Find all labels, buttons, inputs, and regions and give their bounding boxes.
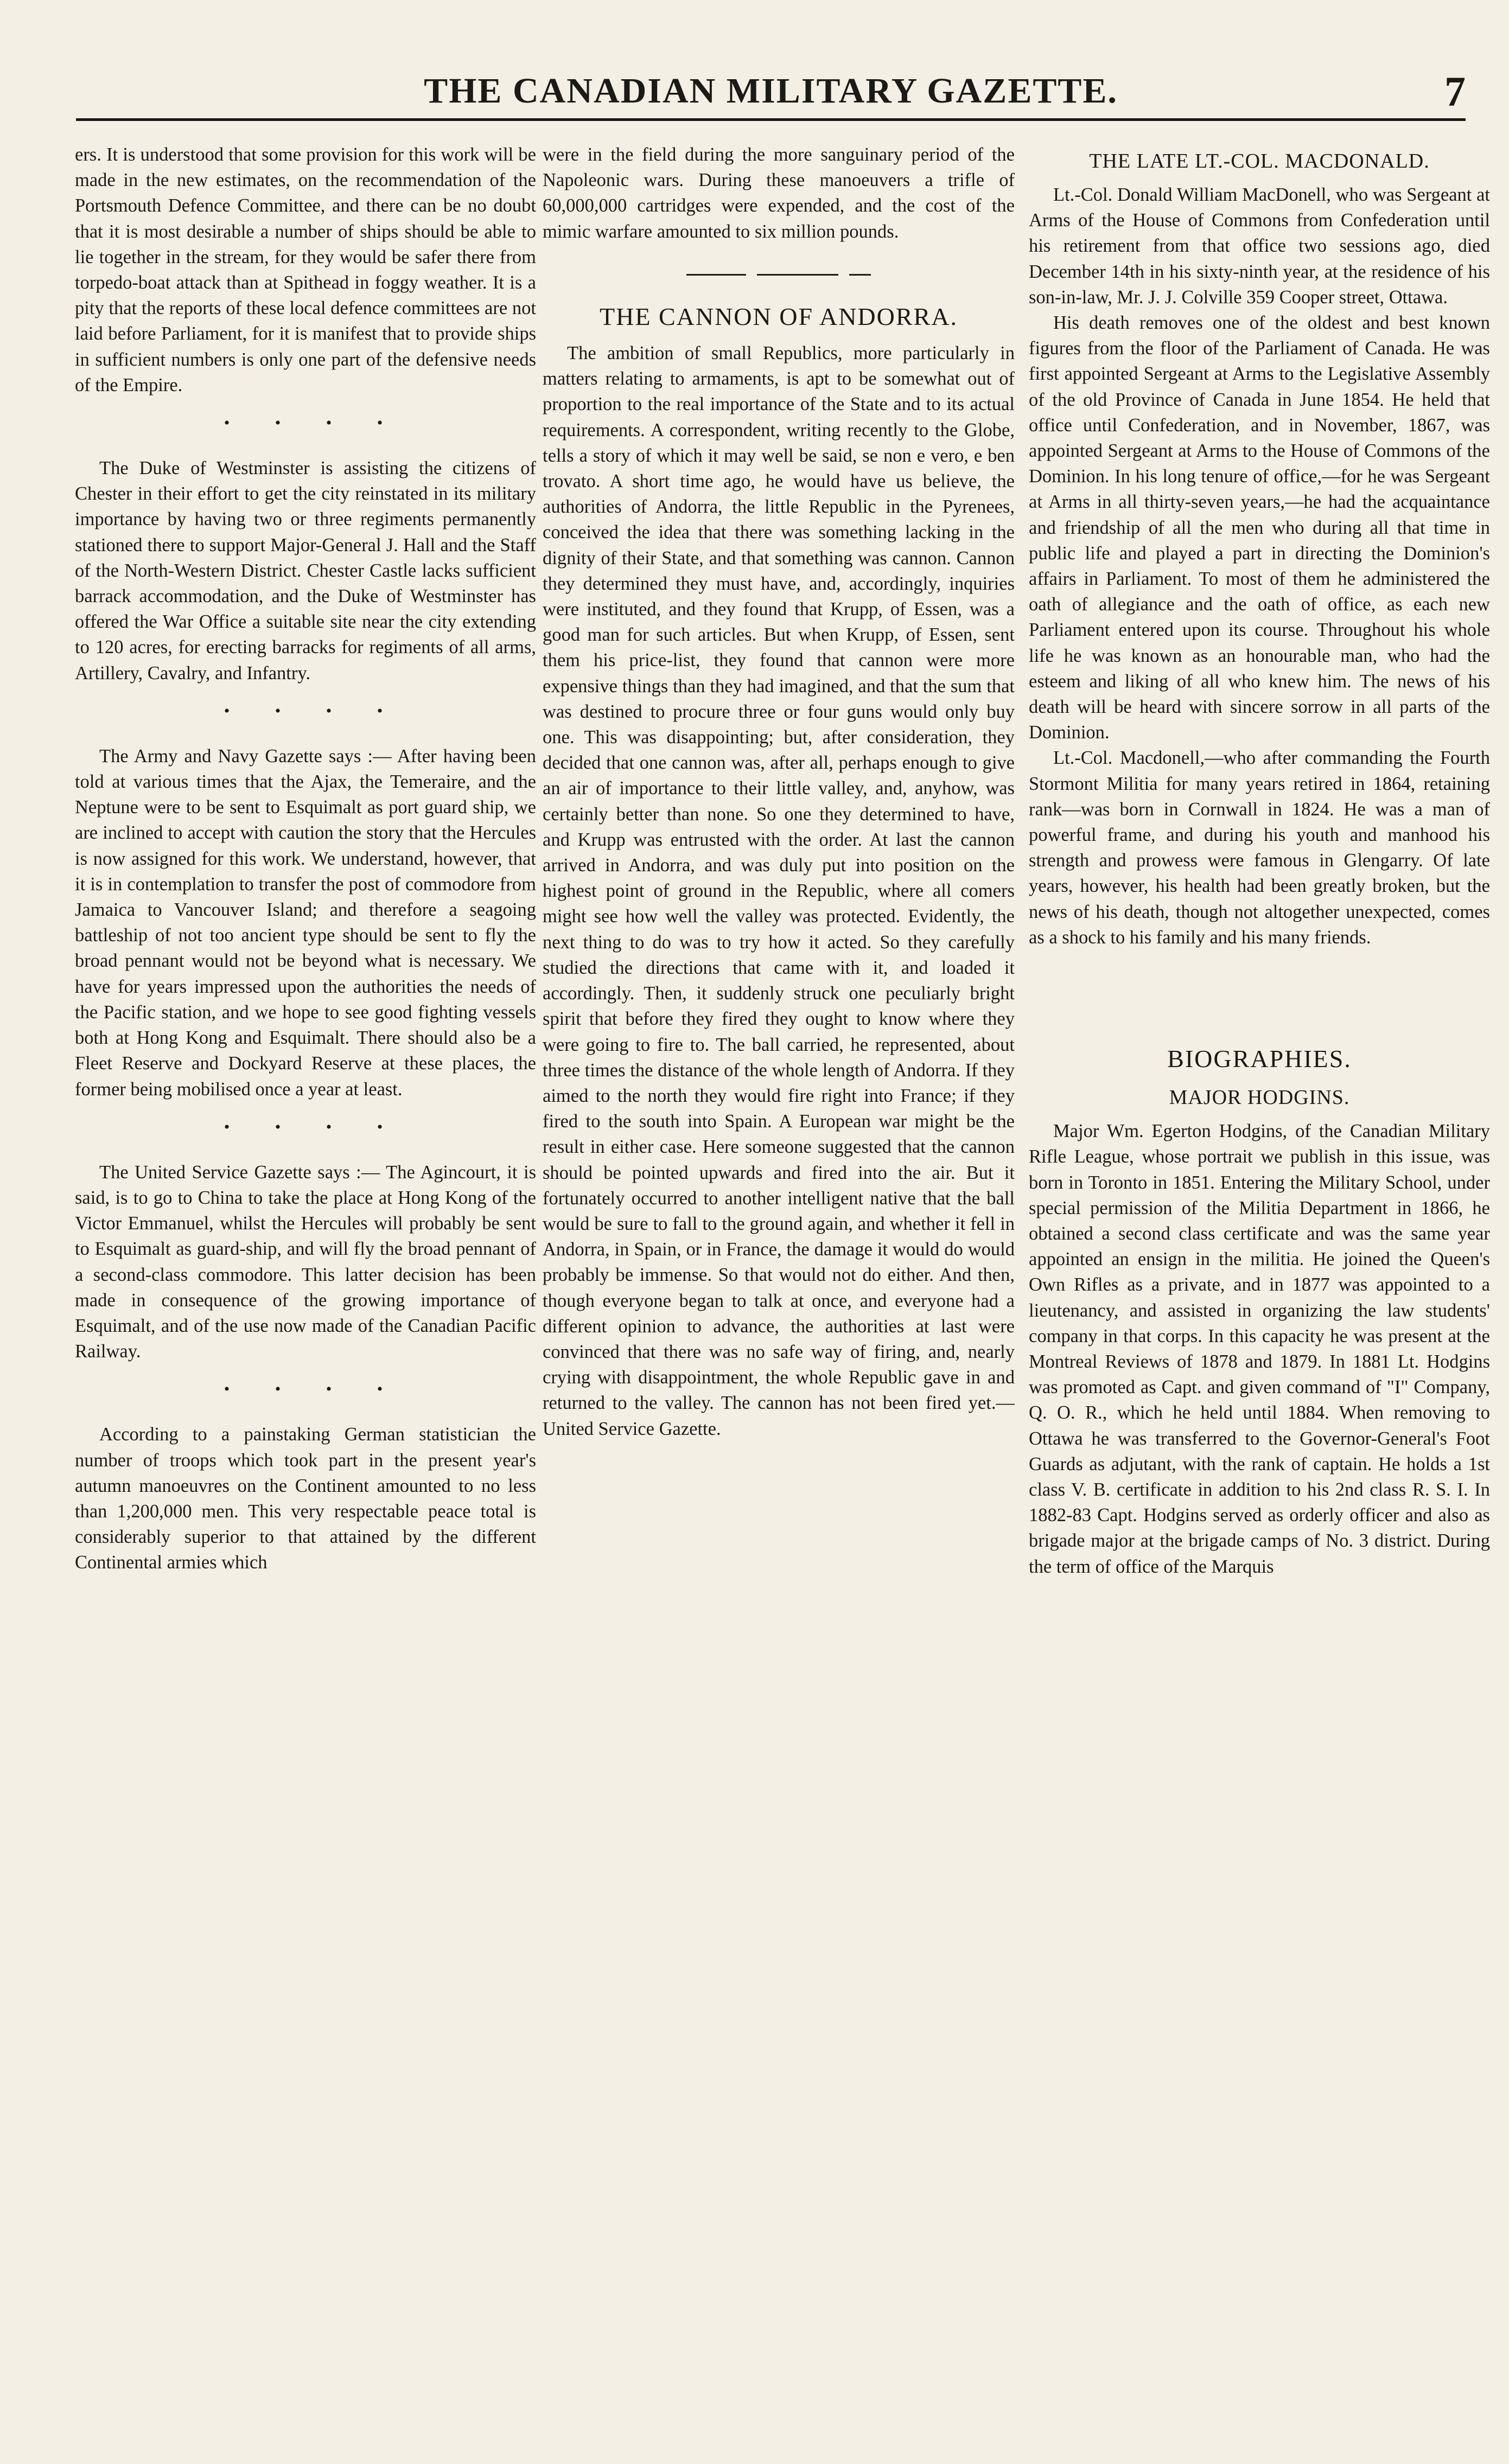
article-heading: THE LATE LT.-COL. MACDONALD. [1089, 150, 1430, 173]
article-paragraph: ers. It is understood that some provision for this work will be made in the new estimates, on the recommendation of the Portsmouth Defence Committee, and there can be no doubt that it is most desirable a number of ships should be able to lie together in the stream, for they would be safer there from torpedo-boat attack than at Spithead in foggy weather. It is a pity that the reports of these local defence committees are not laid before Parliament, for it is manifest that to provide ships in sufficient numbers is only one part of the defensive needs of the Empire. [75, 144, 536, 395]
section-separator: • • • • [224, 1118, 404, 1136]
newspaper-title: THE CANADIAN MILITARY GAZETTE. [424, 71, 1118, 111]
article-heading: THE CANNON OF ANDORRA. [600, 303, 958, 331]
column-1 [75, 142, 536, 2431]
section-separator: • • • • [224, 701, 404, 720]
article-paragraph: Lt.-Col. Macdonell,—who after commanding the Fourth Stormont Militia for many years retired in 1864, retaining rank—was born in Cornwall in 1824. He was a man of powerful frame, and during his youth and manhood his strength and prowess were famous in Glengarry. Of late years, however, his health had been greatly broken, but the news of his death, though not altogether unexpected, comes as a shock to his family and his many friends. [1029, 748, 1490, 948]
article-paragraph: His death removes one of the oldest and best known figures from the floor of the Parliament of Canada. He was first appointed Sergeant at Arms to the Legislative Assembly of the old Province of Canada in June 1854. He held that office until Confederation, and in November, 1867, was appointed Sergeant at Arms to the House of Commons of the Dominion. In his long tenure of office,—for he was Sergeant at Arms in all thirty-seven years,—he had the acquaintance and friendship of all the men who during all that time in public life and played a part in directing the Dominion's affairs in Parliament. To most of them he administered the oath of allegiance and the oath of office, as each new Parliament entered upon its course. Throughout his whole life he was known as an honourable man, who had the esteem and liking of all who knew him. The news of his death will be heard with sincere sorrow in all parts of the Dominion. [1029, 312, 1490, 743]
column-2 [543, 142, 1015, 2431]
page-number: 7 [1444, 68, 1466, 115]
article-paragraph: The United Service Gazette says :— The Agincourt, it is said, is to go to China to take the place at Hong Kong of the Victor Emmanuel, whilst the Hercules will probably be sent to Esquimalt as guard-ship, and will fly the broad pennant of a second-class commodore. This latter decision has been made in consequence of the growing importance of Esquimalt, and of the use now made of the Canadian Pacific Railway. [75, 1161, 536, 1362]
article-paragraph: Lt.-Col. Donald William MacDonell, who was Sergeant at Arms of the House of Commons from Confederation until his retirement from that office two sessions ago, died December 14th in his sixty-ninth year, at the residence of his son-in-law, Mr. J. J. Colville 359 Cooper street, Ottawa. [1029, 184, 1490, 308]
article-paragraph: The Duke of Westminster is assisting the citizens of Chester in their effort to get the city reinstated in its military importance by having two or three regiments permanently stationed there to support Major-General J. Hall and the Staff of the North-Western District. Chester Castle lacks sufficient barrack accommodation, and the Duke of Westminster has offered the War Office a suitable site near the city extending to 120 acres, for erecting barracks for regiments of all arms, Artillery, Cavalry, and Infantry. [75, 458, 536, 684]
article-paragraph: Major Wm. Egerton Hodgins, of the Canadian Military Rifle League, whose portrait we publish in this issue, was born in Toronto in 1851. Entering the Military School, under special permission of the Militia Department in 1866, he obtained a second class certificate and was the same year appointed an ensign in the militia. He joined the Queen's Own Rifles as a private, and in 1877 was appointed to a lieutenancy, and assisted in organizing the law students' company in that corps. In this capacity he was present at the Montreal Reviews of 1878 and 1879. In 1881 Lt. Hodgins was promoted as Capt. and given command of "I" Company, Q. O. R., which he held until 1884. When removing to Ottawa he was transferred to the Governor-General's Foot Guards as adjutant, with the rank of captain. He holds a 1st class V. B. certificate in addition to his 2nd class R. S. I. In 1882-83 Capt. Hodgins served as orderly officer and also as brigade major at the brigade camps of No. 3 district. During the term of office of the Marquis [1029, 1121, 1490, 1577]
article-paragraph: According to a painstaking German statistician the number of troops which took part in the present year's autumn manoeuvres on the Continent amounted to no less than 1,200,000 men. This very respectable peace total is considerably superior to that attained by the different Continental armies which [75, 1424, 536, 1573]
article-paragraph: were in the field during the more sanguinary period of the Napoleonic wars. During these manoeuvers a trifle of 60,000,000 cartridges were expended, and the cost of the mimic warfare amounted to six million pounds. [543, 144, 1015, 242]
masthead [76, 60, 1466, 119]
article-subheading: MAJOR HODGINS. [1169, 1086, 1350, 1109]
section-separator: • • • • [224, 1380, 404, 1399]
divider-rule [543, 261, 1015, 286]
article-paragraph: The ambition of small Republics, more particularly in matters relating to armaments, is apt to be somewhat out of proportion to the real importance of the State and to its actual requirements. A correspondent, writing recently to the Globe, tells a story of which it may well be said, se non e vero, e ben trovato. A short time ago, he would have us believe, the authorities of Andorra, the little Republic in the Pyrenees, conceived the idea that there was something lacking in the dignity of their State, and that something was cannon. Cannon they determined they must have, and, accordingly, inquiries were instituted, and they found that Krupp, of Essen, was a good man for such articles. But when Krupp, of Essen, sent them his price-list, they found that cannon were more expensive things than they had imagined, and that the sum that was destined to procure three or four guns would only buy one. This was disappointing; but, after consideration, they decided that one cannon was, after all, perhaps enough to give an air of importance to their little valley, and, anyhow, was certainly better than none. So one they determined to have, and Krupp was entrusted with the order. At last the cannon arrived in Andorra, and was duly put into position on the highest point of ground in the Republic, where all comers might see how well the valley was protected. Evidently, the next thing to do was to try how it acted. So they carefully studied the directions that came with it, and loaded it accordingly. Then, it suddenly struck one peculiarly bright spirit that before they fired they ought to know where they were going to fire to. The ball carried, he represented, about three times the distance of the whole length of Andorra. If they aimed to the north they would fire right into France; if they fired to the south into Spain. A European war might be the result in either case. Here someone suggested that the cannon should be pointed upwards and fired into the air. But it fortunately occurred to another intelligent native that the ball would be sure to fall to the ground again, and whether it fell in Andorra, in Spain, or in France, the damage it would do would probably be immense. So that would not do either. And then, though everyone began to talk at once, and everyone had a different opinion to advance, the authorities at last were convinced that there was no safe way of firing, and, nearly crying with disappointment, the whole Republic gave in and returned to the valley. The cannon has not been fired yet.—United Service Gazette. [543, 343, 1015, 1439]
masthead-rule [76, 118, 1466, 121]
section-heading: BIOGRAPHIES. [1167, 1045, 1352, 1073]
article-paragraph: The Army and Navy Gazette says :— After having been told at various times that the Ajax, the Temeraire, and the Neptune were to be sent to Esquimalt as port guard ship, we are inclined to accept with caution the story that the Hercules is now assigned for this work. We understand, however, that it is in contemplation to transfer the post of commodore from Jamaica to Vancouver Island; and therefore a seagoing battleship of not too ancient type should be sent to fly the broad pennant would not be beyond what is necessary. We have for years impressed upon the authorities the needs of the Pacific station, and we hope to see good fighting vessels both at Hong Kong and Esquimalt. There should also be a Fleet Reserve and Dockyard Reserve at these places, the former being mobilised once a year at least. [75, 745, 536, 1100]
section-separator: • • • • [224, 414, 404, 432]
column-3 [1029, 142, 1490, 2431]
